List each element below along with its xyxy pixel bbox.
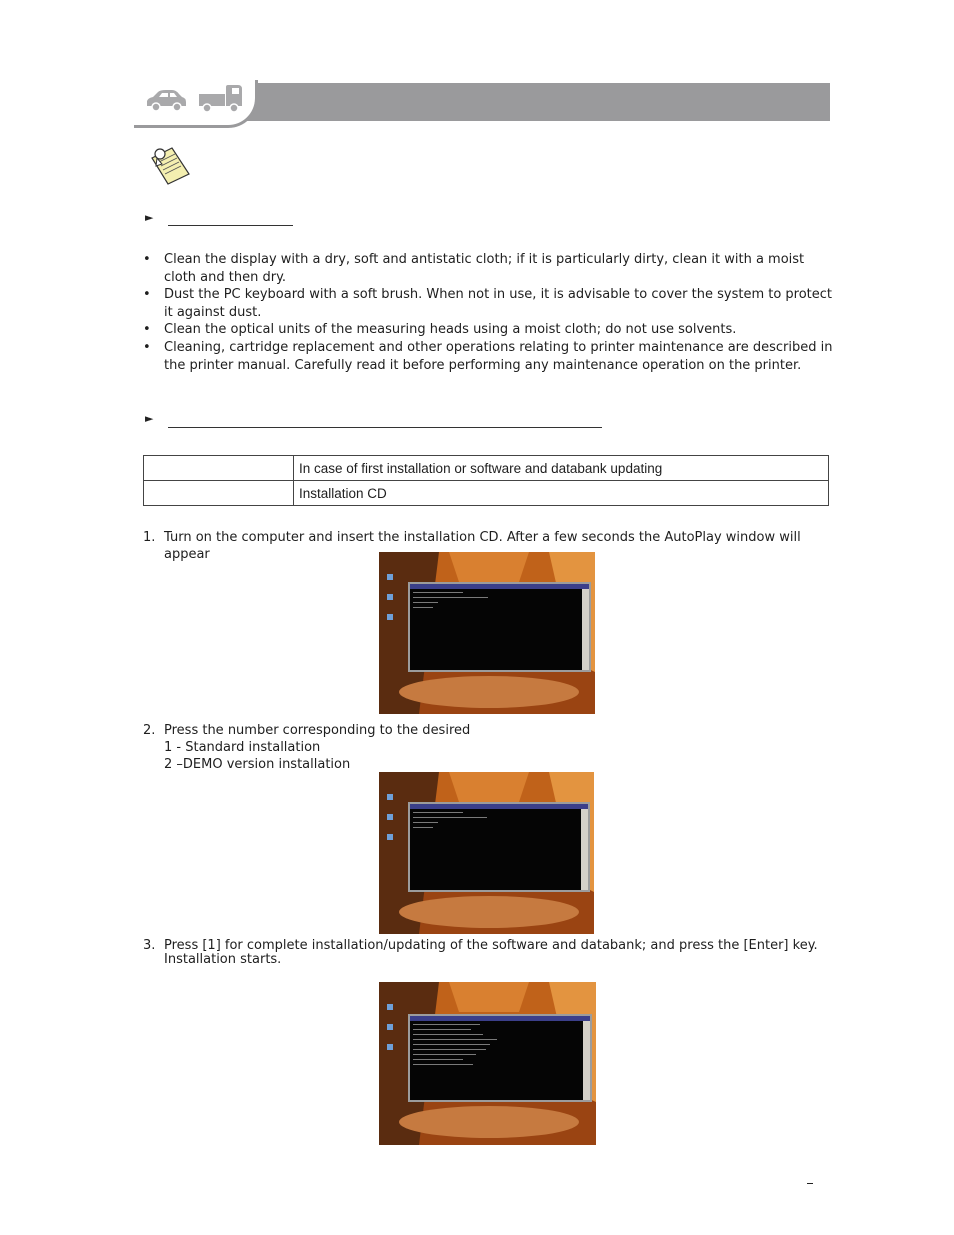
list-item: • Clean the optical units of the measuring heads using a moist cloth; do not use solvents. xyxy=(143,321,833,339)
note-icon xyxy=(148,144,192,186)
installation-progress-screenshot xyxy=(379,982,596,1145)
step-number: 1. xyxy=(143,530,156,545)
table-row xyxy=(144,481,829,506)
autoplay-screenshot xyxy=(379,552,595,714)
truck-icon xyxy=(198,84,244,114)
step-number: 3. xyxy=(143,938,156,953)
step-number: 2. xyxy=(143,723,156,738)
car-icon xyxy=(144,89,188,113)
table-cell-label xyxy=(144,481,294,506)
step-2 xyxy=(143,722,833,773)
section-arrow-icon: ► xyxy=(145,211,154,224)
section-underline xyxy=(168,225,293,226)
step-text: Press the number corresponding to the desired xyxy=(164,723,471,738)
step-3 xyxy=(143,939,833,967)
list-item: • Clean the display with a dry, soft and antistatic cloth; if it is particularly dirty, clean it with a moist cloth and then dry. xyxy=(143,251,833,286)
table-cell-label xyxy=(144,456,294,481)
page-number-mark xyxy=(807,1183,813,1184)
section-underline xyxy=(168,427,602,428)
installation-info-table xyxy=(143,455,829,506)
step-option-standard: 1 - Standard installation xyxy=(164,740,321,755)
table-row xyxy=(144,456,829,481)
step-text: Press [1] for complete installation/updating of the software and databank; and press the [Enter] key. Installation starts. xyxy=(164,938,818,967)
list-item: • Cleaning, cartridge replacement and other operations relating to printer maintenance are described in the printer manual. Carefully read it before performing any maintenance operation on the printer. xyxy=(143,339,833,374)
table-cell-value: In case of first installation or software and databank updating xyxy=(294,456,829,481)
header-bar xyxy=(232,83,830,121)
install-menu-screenshot xyxy=(379,772,594,934)
list-item: • Dust the PC keyboard with a soft brush. When not in use, it is advisable to cover the system to protect it against dust. xyxy=(143,286,833,321)
step-text: Turn on the computer and insert the installation CD. After a few seconds the AutoPlay window will appear xyxy=(164,530,801,562)
step-option-demo: 2 –DEMO version installation xyxy=(164,757,351,772)
table-cell-value: Installation CD xyxy=(294,481,829,506)
maintenance-list xyxy=(143,251,833,374)
section-arrow-icon: ► xyxy=(145,412,154,425)
